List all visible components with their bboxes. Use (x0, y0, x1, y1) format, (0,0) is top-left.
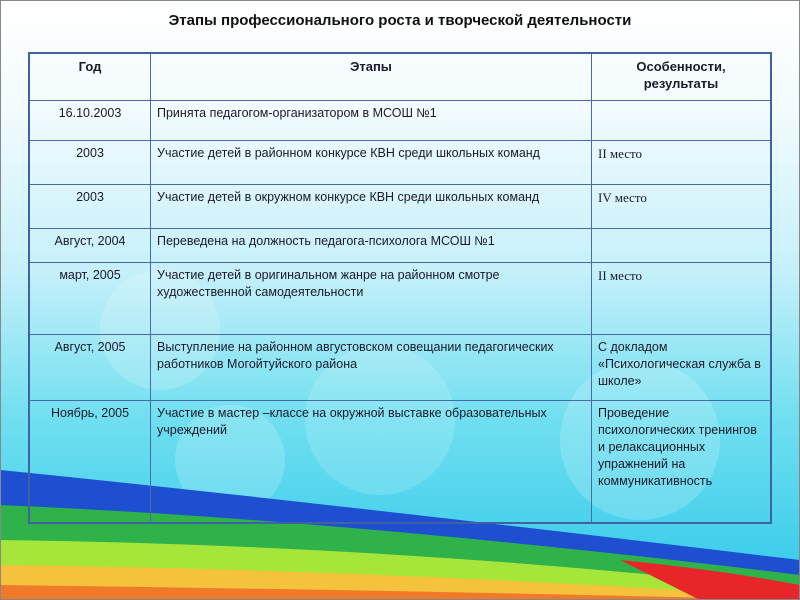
cell-stage: Участие детей в районном конкурсе КВН среди школьных команд (151, 141, 592, 185)
career-stages-table (28, 52, 772, 524)
cell-result: II место (592, 141, 772, 185)
cell-result (592, 101, 772, 141)
cell-stage: Выступление на районном августовском совещании педагогических работников Могойтуйского района (151, 335, 592, 401)
table-row (29, 263, 771, 335)
cell-result: С докладом «Психологическая служба в школе» (592, 335, 772, 401)
cell-year: Август, 2005 (29, 335, 151, 401)
table-row (29, 141, 771, 185)
cell-stage: Участие в мастер –классе на окружной выставке образовательных учреждений (151, 401, 592, 523)
cell-year: Август, 2004 (29, 229, 151, 263)
cell-stage: Принята педагогом-организатором в МСОШ №1 (151, 101, 592, 141)
cell-year: 16.10.2003 (29, 101, 151, 141)
table-row (29, 101, 771, 141)
header-stages: Этапы (151, 53, 592, 101)
table-row (29, 401, 771, 523)
cell-stage: Участие детей в окружном конкурсе КВН среди школьных команд (151, 185, 592, 229)
header-year: Год (29, 53, 151, 101)
cell-result: II место (592, 263, 772, 335)
cell-result (592, 229, 772, 263)
cell-result: Проведение психологических тренингов и релаксационных упражнений на коммуникативность (592, 401, 772, 523)
cell-stage: Переведена на должность педагога-психолога МСОШ №1 (151, 229, 592, 263)
table-row (29, 229, 771, 263)
cell-year: 2003 (29, 141, 151, 185)
cell-result: IV место (592, 185, 772, 229)
cell-year: Ноябрь, 2005 (29, 401, 151, 523)
cell-year: 2003 (29, 185, 151, 229)
table-row (29, 185, 771, 229)
table-header-row (29, 53, 771, 101)
table-row (29, 335, 771, 401)
cell-year: март, 2005 (29, 263, 151, 335)
cell-stage: Участие детей в оригинальном жанре на районном смотре художественной самодеятельности (151, 263, 592, 335)
header-results: Особенности, результаты (592, 53, 772, 101)
slide-title: Этапы профессионального роста и творческой деятельности (168, 12, 632, 29)
